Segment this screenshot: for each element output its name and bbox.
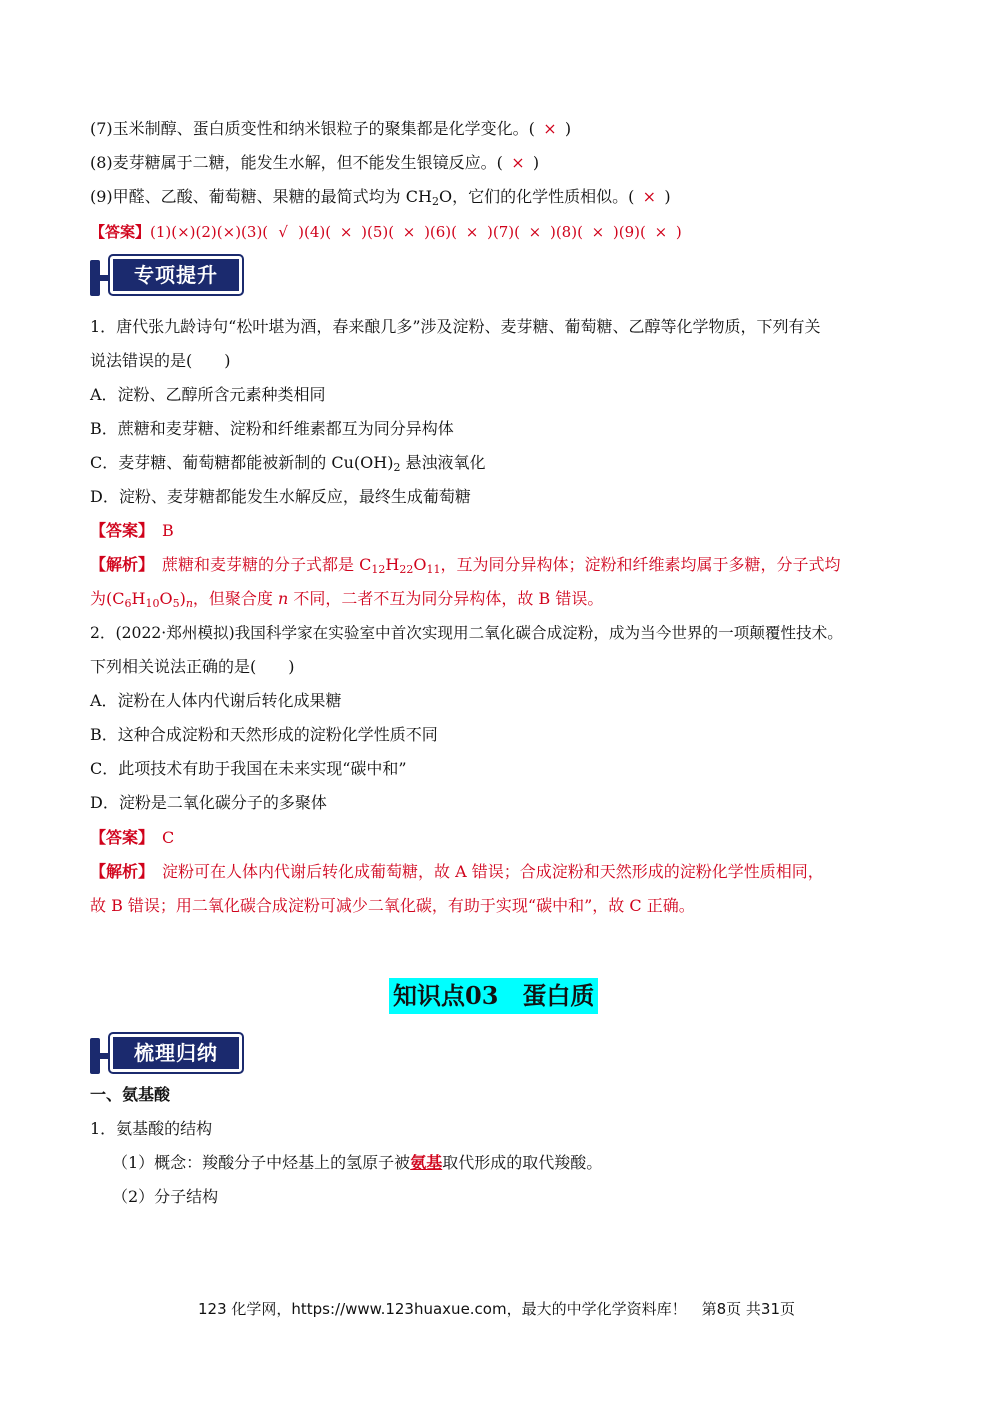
section-heading: 知识点03 蛋白质 [389,978,598,1014]
q2-analysis-line1: 【解析】 淀粉可在人体内代谢后转化成葡萄糖，故 A 错误；合成淀粉和天然形成的淀粉化学性质相同， [90,862,824,881]
q1-option-a: A．淀粉、乙醇所含元素种类相同 [90,385,326,404]
keyword-amino-group: 氨基 [410,1153,443,1172]
q1-stem-line1: 1．唐代张九龄诗句“松叶堪为酒，春来酿几多”涉及淀粉、麦芽糖、葡萄糖、乙醇等化学物质，下列有关 [90,317,821,336]
q2-option-c: C．此项技术有助于我国在未来实现“碳中和” [90,759,407,778]
amino-acid-concept: （1）概念：羧酸分子中烃基上的氢原子被氨基取代形成的取代羧酸。 [112,1153,603,1172]
q1-option-b: B．蔗糖和麦芽糖、淀粉和纤维素都互为同分异构体 [90,419,454,438]
molecular-structure: （2）分子结构 [112,1187,219,1206]
q1-answer: 【答案】 B [90,521,174,540]
banner-summary: 梳理归纳 [90,1034,250,1078]
sub-heading-amino-acid: 一、氨基酸 [90,1085,171,1104]
mark-9: × [642,187,657,206]
q2-stem-line1: 2．(2022·郑州模拟)我国科学家在实验室中首次实现用二氧化碳合成淀粉，成为当今世界的一项颠覆性技术。 [90,624,843,642]
q1-option-c: C．麦芽糖、葡萄糖都能被新制的 $Cu(OH)_2$ 悬浊液氧化 [90,453,486,474]
q1-analysis-line1: 【解析】 蔗糖和麦芽糖的分子式都是 $C_{12}H_{22}O_{11}$，互为同分异构体；淀粉和纤维素均属于多糖，分子式均 [90,555,841,576]
q2-stem-line2: 下列相关说法正确的是( ) [90,657,295,676]
q1-option-d: D．淀粉、麦芽糖都能发生水解反应，最终生成葡萄糖 [90,487,471,506]
mark-7: × [543,119,557,138]
q1-stem-line2: 说法错误的是( ) [90,351,231,370]
q2-option-b: B．这种合成淀粉和天然形成的淀粉化学性质不同 [90,725,438,744]
answer-top: 【答案】(1)(×)(2)(×)(3)( √ )(4)( × )(5)( × )(6)( × )(7)( × )(8)( × )(9)( × ) [90,223,682,241]
item-8: (8)麦芽糖属于二糖，能发生水解，但不能发生银镜反应。( × ) [90,153,540,172]
q2-analysis-line2: 故 B 错误；用二氧化碳合成淀粉可减少二氧化碳，有助于实现“碳中和”，故 C 正确。 [90,896,695,915]
page-footer: 123 化学网，https://www.123huaxue.com，最大的中学化学资料库！ 第8页 共31页 [197,1300,795,1318]
item-9: (9)甲醛、乙酸、葡萄糖、果糖的最简式均为 $CH_2O$，它们的化学性质相似。( × ) [90,187,671,208]
q2-answer: 【答案】 C [90,828,175,847]
q1-analysis-line2: 为$(C_6H_{10}O_5)_n$，但聚合度 n 不同，二者不互为同分异构体，故 B 错误。 [90,589,604,610]
q2-option-d: D．淀粉是二氧化碳分子的多聚体 [90,793,327,812]
amino-acid-structure: 1．氨基酸的结构 [90,1119,213,1138]
mark-8: × [511,153,525,172]
q2-option-a: A．淀粉在人体内代谢后转化成果糖 [90,691,342,710]
banner-special-practice: 专项提升 [90,256,250,300]
item-7: (7)玉米制醇、蛋白质变性和纳米银粒子的聚集都是化学变化。( × ) [90,119,572,138]
